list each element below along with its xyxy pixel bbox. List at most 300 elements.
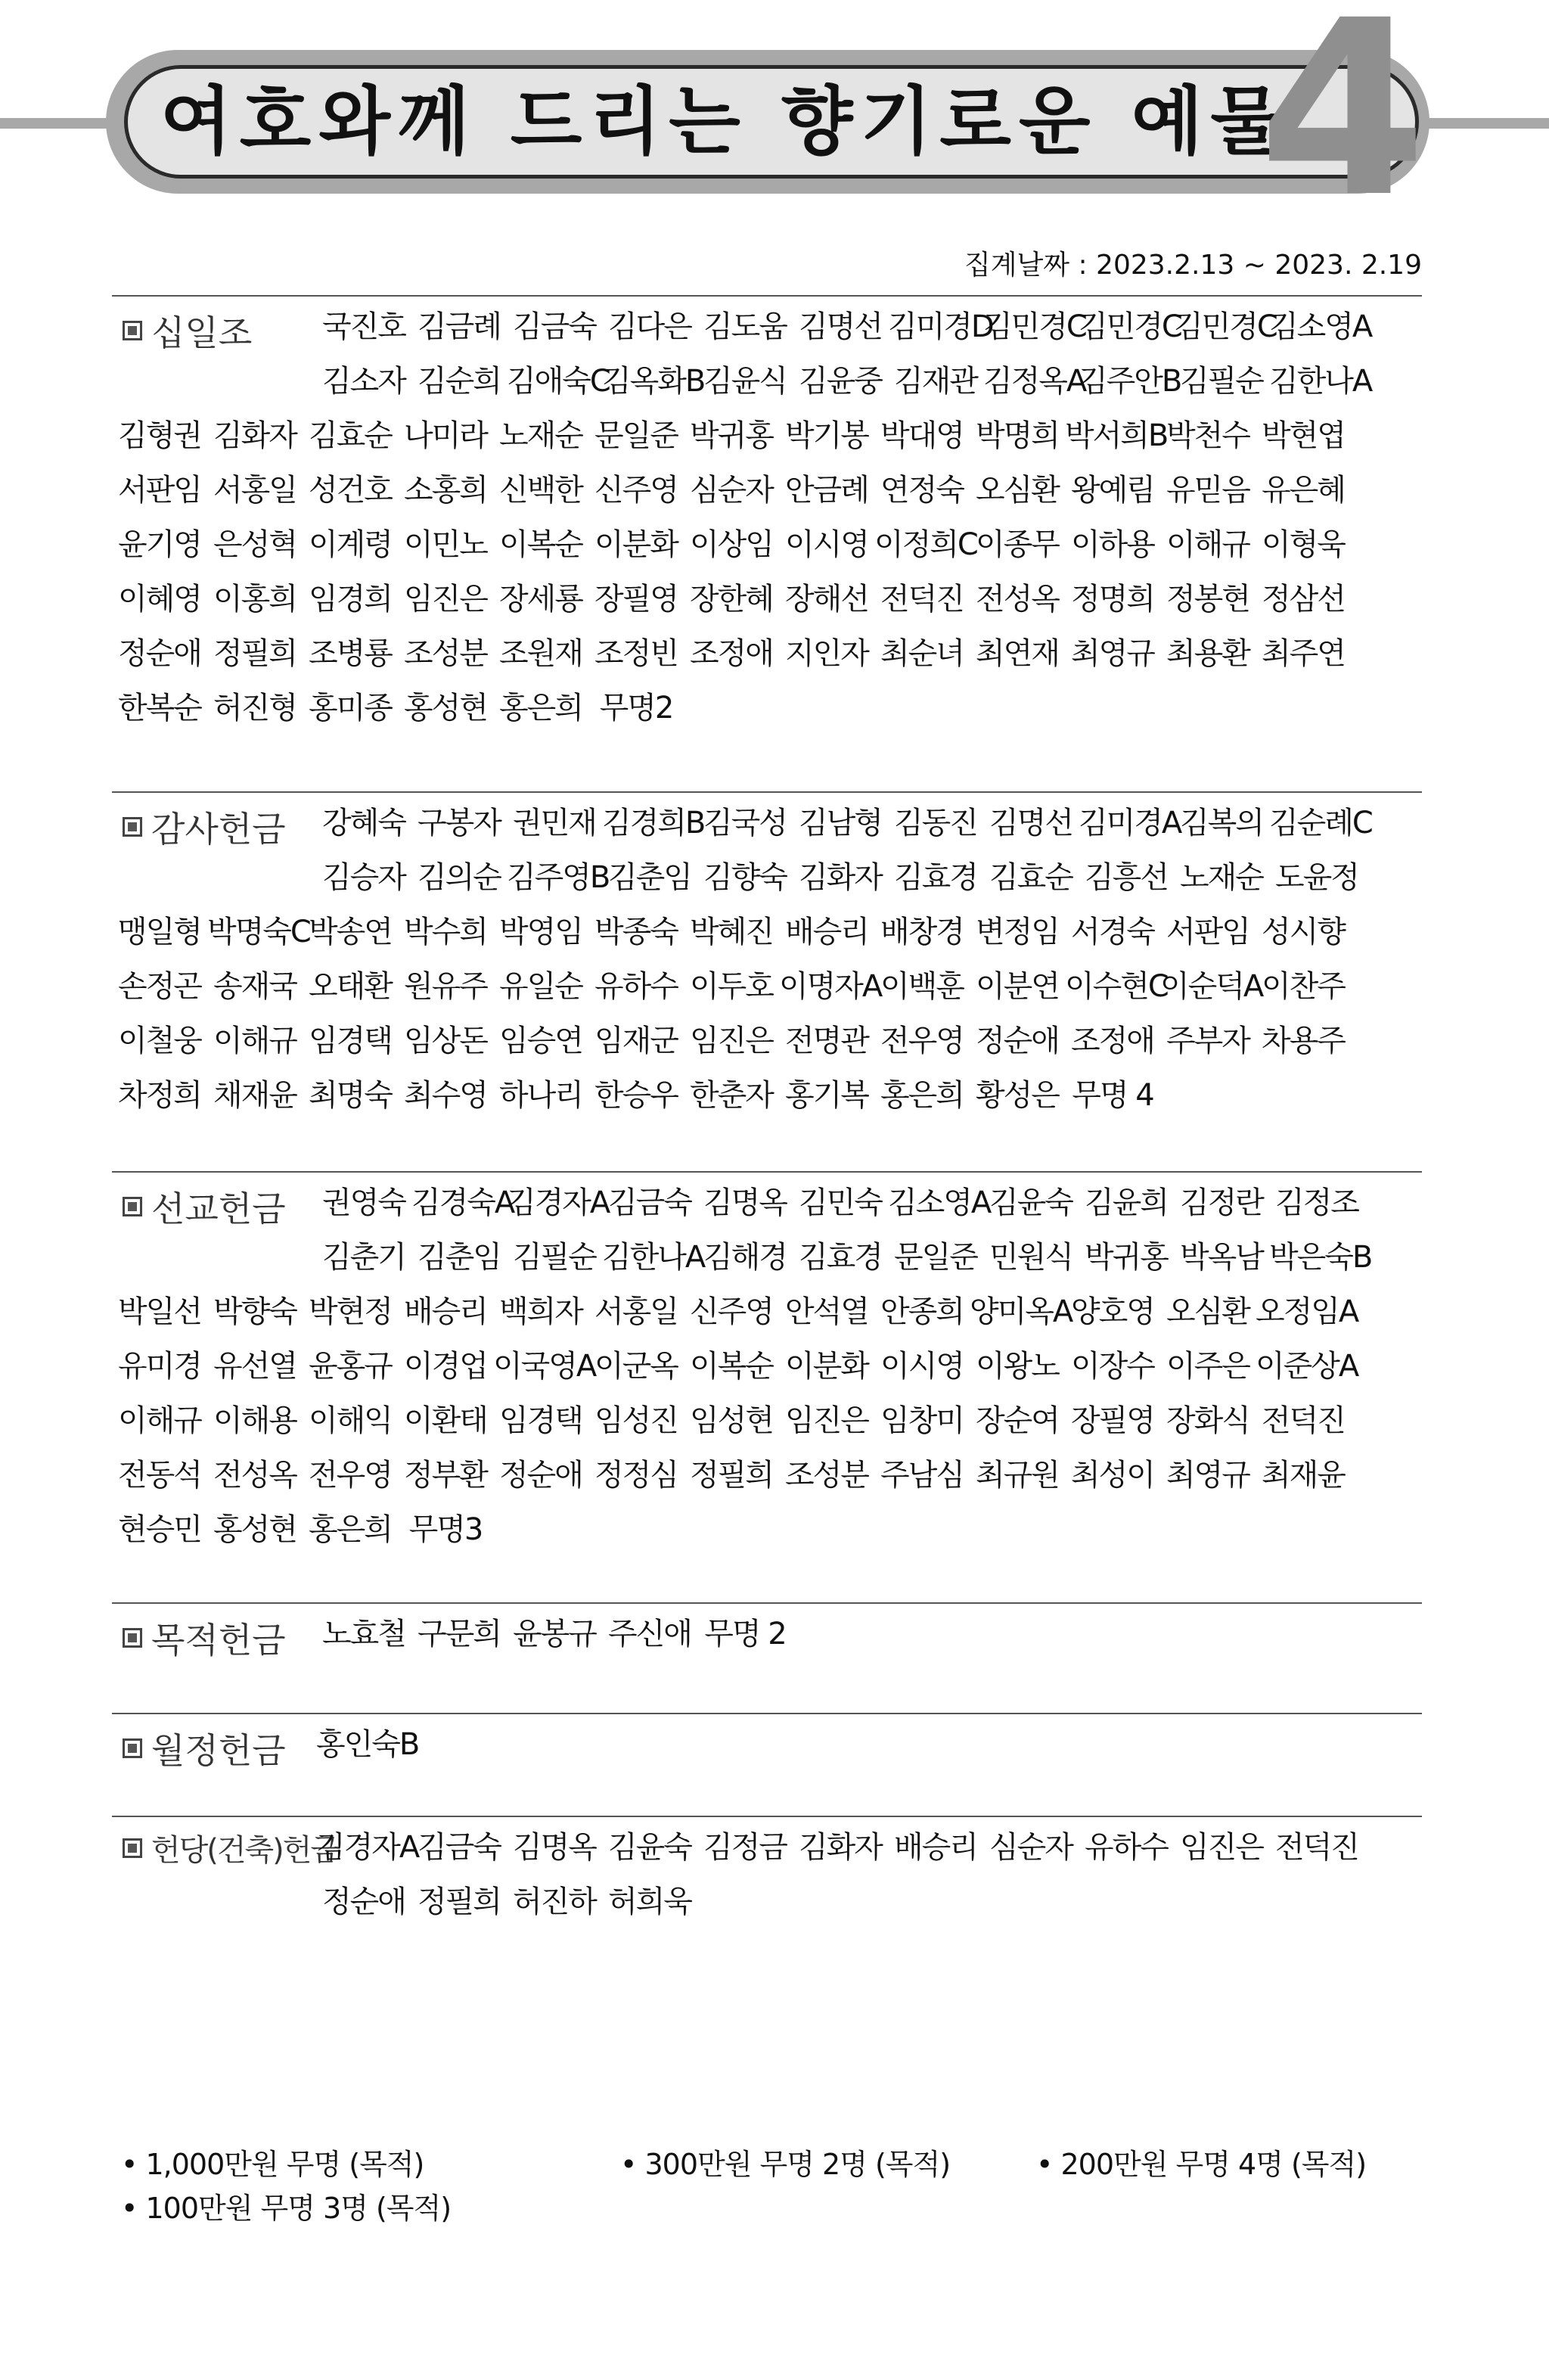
donor-name: 이장수 — [1071, 1349, 1154, 1384]
donor-name: 김경자A — [507, 1185, 610, 1220]
donor-name: 연정숙 — [880, 473, 964, 508]
donor-name: 최주연 — [1262, 636, 1345, 671]
donor-name: 무명 2 — [704, 1617, 786, 1651]
donor-name: 김경희B — [602, 806, 705, 840]
donor-name: 나미라 — [404, 418, 487, 453]
donor-name: 구봉자 — [418, 806, 501, 840]
donor-name: 정순애 — [118, 636, 201, 671]
donor-name: 김명옥 — [513, 1830, 596, 1865]
donor-name: 서경숙 — [1071, 915, 1154, 949]
donor-name: 이혜영 — [118, 582, 201, 617]
donor-name: 무명3 — [408, 1512, 483, 1547]
donor-name: 김소영A — [1269, 309, 1372, 344]
donor-name: 채재윤 — [213, 1078, 296, 1113]
donor-name: 김국성 — [703, 806, 787, 840]
donor-name: 주부자 — [1166, 1024, 1249, 1058]
donor-name: 김동진 — [894, 806, 977, 840]
donor-name: 무명2 — [599, 691, 673, 725]
donor-name: 박송연 — [309, 915, 392, 949]
section-purpose — [112, 1602, 1422, 1661]
header-left-line — [0, 118, 113, 129]
donor-name: 한승우 — [594, 1078, 678, 1113]
section-label-text: 헌당(건축)헌금 — [151, 1833, 339, 1868]
tally-date: 집계날짜 : 2023.2.13 ~ 2023. 2.19 — [964, 250, 1422, 281]
donor-name: 장화식 — [1166, 1403, 1249, 1438]
donor-name: 임승연 — [499, 1024, 582, 1058]
name-row — [316, 1875, 697, 1929]
note-item: • 300만원 무명 2명 (목적) — [620, 2148, 951, 2181]
issue-number: 4 — [1258, 0, 1427, 250]
header-right-line — [1422, 118, 1549, 129]
donor-name: 김형권 — [118, 418, 201, 453]
donor-name: 원유주 — [404, 969, 487, 1004]
donor-name: 이해규 — [213, 1024, 296, 1058]
donor-name: 정봉현 — [1166, 582, 1249, 617]
donor-name: 이분화 — [594, 527, 678, 562]
checkbox-square-icon — [123, 321, 142, 340]
donor-name: 오심환 — [1166, 1294, 1249, 1329]
donor-name: 박향숙 — [213, 1294, 296, 1329]
donor-name: 박명숙C — [207, 915, 310, 949]
donor-name: 최영규 — [1166, 1458, 1249, 1493]
section-label-text: 십일조 — [151, 312, 253, 353]
donor-name: 김향숙 — [703, 860, 787, 895]
donor-name: 정정심 — [594, 1458, 678, 1493]
donor-name: 홍성현 — [213, 1512, 296, 1547]
donor-name: 주남심 — [880, 1458, 964, 1493]
donor-name: 김정조 — [1275, 1185, 1358, 1220]
donor-name: 전명관 — [785, 1024, 868, 1058]
donor-name: 홍은희 — [499, 691, 582, 725]
donor-name: 김춘기 — [322, 1240, 405, 1275]
donor-name: 김윤중 — [799, 364, 882, 399]
donor-name: 김민경C — [983, 309, 1086, 344]
donor-name: 김금숙 — [418, 1830, 501, 1865]
section-label-text: 월정헌금 — [151, 1730, 286, 1771]
donor-name: 김춘임 — [608, 860, 691, 895]
donor-name: 김한나A — [1269, 364, 1372, 399]
donor-name: 홍성현 — [404, 691, 487, 725]
donor-name: 무명 4 — [1072, 1078, 1153, 1113]
donor-name: 이수현C — [1065, 969, 1168, 1004]
section-label — [123, 1182, 286, 1232]
donor-name: 박현정 — [309, 1294, 392, 1329]
donor-name: 박기봉 — [785, 418, 868, 453]
donor-name: 임재군 — [594, 1024, 678, 1058]
donor-name: 서판임 — [1166, 915, 1249, 949]
donor-name: 최연재 — [976, 636, 1059, 671]
donor-name: 임성현 — [690, 1403, 773, 1438]
donor-name: 임성진 — [594, 1403, 678, 1438]
donor-name: 이백훈 — [880, 969, 964, 1004]
donor-name: 김순례C — [1269, 806, 1372, 840]
section-label — [123, 802, 286, 852]
donor-name: 임상돈 — [404, 1024, 487, 1058]
section-label — [123, 1613, 286, 1663]
name-row — [112, 1448, 1351, 1502]
donor-name: 현승민 — [118, 1512, 201, 1547]
section-divider — [112, 1816, 1422, 1817]
donor-name: 김복의 — [1180, 806, 1263, 840]
donor-name: 조성분 — [404, 636, 487, 671]
donor-name: 김승자 — [322, 860, 405, 895]
name-row — [316, 850, 1364, 905]
donor-name: 김효순 — [989, 860, 1073, 895]
donor-name: 정순애 — [976, 1024, 1059, 1058]
section-label — [123, 1826, 338, 1869]
donor-name: 최명숙 — [309, 1078, 392, 1113]
donor-name: 김미경D — [888, 309, 993, 344]
donor-name: 신주영 — [690, 1294, 773, 1329]
donor-name: 김명선 — [799, 309, 882, 344]
section-building — [112, 1816, 1422, 1919]
donor-name: 박명희 — [976, 418, 1059, 453]
donor-name: 변정임 — [976, 915, 1059, 949]
donor-name: 장순여 — [976, 1403, 1059, 1438]
donor-name: 김소영A — [888, 1185, 991, 1220]
donor-name: 한춘자 — [690, 1078, 773, 1113]
donor-name: 정삼선 — [1262, 582, 1345, 617]
donor-name: 오정임A — [1256, 1294, 1358, 1329]
donor-name: 정부환 — [404, 1458, 487, 1493]
donor-name: 서홍일 — [594, 1294, 678, 1329]
donor-name: 주신애 — [608, 1617, 691, 1651]
section-tithe — [112, 295, 1422, 725]
donor-name: 박귀홍 — [1085, 1240, 1168, 1275]
donor-name: 이철웅 — [118, 1024, 201, 1058]
name-row — [112, 572, 1351, 626]
donor-name: 조원재 — [499, 636, 582, 671]
donor-name: 권영숙 — [322, 1185, 405, 1220]
donor-name: 김옥화B — [602, 364, 705, 399]
donor-name: 노재순 — [499, 418, 582, 453]
donor-name: 이준상A — [1256, 1349, 1358, 1384]
donor-name: 김춘임 — [418, 1240, 501, 1275]
donor-name: 김해경 — [703, 1240, 787, 1275]
donor-name: 문일준 — [894, 1240, 977, 1275]
donor-name: 윤기영 — [118, 527, 201, 562]
donor-name: 박대영 — [880, 418, 964, 453]
donor-name: 정필희 — [690, 1458, 773, 1493]
note-item: • 1,000만원 무명 (목적) — [121, 2148, 424, 2181]
donor-name: 안석열 — [785, 1294, 868, 1329]
donor-name: 유은혜 — [1262, 473, 1345, 508]
donor-name: 왕예림 — [1071, 473, 1154, 508]
name-row — [112, 626, 1351, 681]
donor-name: 배승리 — [785, 915, 868, 949]
donor-name: 김민경C — [1079, 309, 1181, 344]
donor-name: 장세룡 — [499, 582, 582, 617]
donor-name: 김흥선 — [1085, 860, 1168, 895]
donor-name: 강혜숙 — [322, 806, 405, 840]
donor-name: 김주영B — [507, 860, 610, 895]
name-row — [112, 1502, 493, 1557]
donor-name: 임진은 — [690, 1024, 773, 1058]
donor-name: 이분연 — [976, 969, 1059, 1004]
donor-name: 김윤숙 — [989, 1185, 1073, 1220]
section-divider — [112, 1171, 1422, 1173]
donor-name: 이하용 — [1071, 527, 1154, 562]
donor-name: 이시영 — [880, 1349, 964, 1384]
donor-name: 황성은 — [976, 1078, 1059, 1113]
donor-name: 김명선 — [989, 806, 1073, 840]
section-monthly — [112, 1713, 1422, 1771]
donor-name: 조병룡 — [309, 636, 392, 671]
donor-name: 김한나A — [602, 1240, 705, 1275]
donor-name: 이형욱 — [1262, 527, 1345, 562]
donor-name: 이민노 — [404, 527, 487, 562]
donor-name: 맹일형 — [118, 915, 201, 949]
checkbox-square-icon — [123, 1738, 142, 1758]
donor-name: 박영임 — [499, 915, 582, 949]
donor-name: 소홍희 — [404, 473, 487, 508]
donor-name: 노효철 — [322, 1617, 405, 1651]
donor-name: 유일순 — [499, 969, 582, 1004]
donor-name: 이찬주 — [1262, 969, 1345, 1004]
section-label-text: 목적헌금 — [151, 1620, 286, 1661]
donor-name: 조정빈 — [594, 636, 678, 671]
donor-name: 김의순 — [418, 860, 501, 895]
donor-name: 김경숙A — [411, 1185, 514, 1220]
section-label-text: 선교헌금 — [151, 1188, 286, 1229]
donor-name: 차용주 — [1262, 1024, 1345, 1058]
name-row — [316, 1230, 1372, 1285]
donor-name: 김금숙 — [513, 309, 596, 344]
donor-name: 허진형 — [213, 691, 296, 725]
name-row — [112, 1014, 1351, 1068]
donor-name: 이환태 — [404, 1403, 487, 1438]
donor-name: 김화자 — [799, 860, 882, 895]
donor-name: 김윤숙 — [608, 1830, 691, 1865]
donor-name: 김필순 — [513, 1240, 596, 1275]
name-row — [316, 300, 1372, 354]
donor-name: 김도움 — [703, 309, 787, 344]
donor-name: 장필영 — [1071, 1403, 1154, 1438]
name-row — [112, 409, 1351, 463]
donor-name: 유믿음 — [1166, 473, 1249, 508]
donor-name: 장한혜 — [690, 582, 773, 617]
donor-name: 최수영 — [404, 1078, 487, 1113]
donor-name: 전동석 — [118, 1458, 201, 1493]
donor-name: 이계령 — [309, 527, 392, 562]
donor-name: 김금례 — [418, 309, 501, 344]
donor-name: 김다은 — [608, 309, 691, 344]
donor-name: 박종숙 — [594, 915, 678, 949]
donor-name: 노재순 — [1180, 860, 1263, 895]
donor-name: 이상임 — [690, 527, 773, 562]
donor-name: 김민숙 — [799, 1185, 882, 1220]
donor-name: 김애숙C — [507, 364, 610, 399]
donor-name: 심순자 — [690, 473, 773, 508]
donor-name: 최영규 — [1071, 636, 1154, 671]
donor-name: 박수희 — [404, 915, 487, 949]
donor-name: 조성분 — [785, 1458, 868, 1493]
donor-name: 양호영 — [1071, 1294, 1154, 1329]
donor-name: 지인자 — [785, 636, 868, 671]
donor-name: 김정금 — [703, 1830, 787, 1865]
name-row — [112, 681, 684, 735]
donor-name: 민원식 — [989, 1240, 1073, 1275]
donor-name: 전덕진 — [1275, 1830, 1358, 1865]
donor-name: 이명자A — [779, 969, 882, 1004]
donor-name: 이두호 — [690, 969, 773, 1004]
donor-name: 전성옥 — [976, 582, 1059, 617]
donor-name: 김소자 — [322, 364, 405, 399]
note-item: • 200만원 무명 4명 (목적) — [1036, 2148, 1367, 2181]
donor-name: 백희자 — [499, 1294, 582, 1329]
donor-name: 최규원 — [976, 1458, 1059, 1493]
note-item: • 100만원 무명 3명 (목적) — [121, 2192, 452, 2225]
donor-name: 안금례 — [785, 473, 868, 508]
donor-name: 조정애 — [1071, 1024, 1154, 1058]
donor-name: 김효순 — [309, 418, 392, 453]
donor-name: 최용환 — [1166, 636, 1249, 671]
donor-name: 김금숙 — [608, 1185, 691, 1220]
donor-name: 정순애 — [322, 1884, 405, 1919]
section-label — [123, 1723, 286, 1773]
donor-name: 허진하 — [513, 1884, 596, 1919]
donor-name: 임경희 — [309, 582, 392, 617]
donor-name: 홍미종 — [309, 691, 392, 725]
donor-name: 전우영 — [309, 1458, 392, 1493]
donor-name: 박일선 — [118, 1294, 201, 1329]
donor-name: 배승리 — [404, 1294, 487, 1329]
donor-name: 이복순 — [690, 1349, 773, 1384]
donor-name: 윤봉규 — [513, 1617, 596, 1651]
donor-name: 조정애 — [690, 636, 773, 671]
donor-name: 오심환 — [976, 473, 1059, 508]
donor-name: 배승리 — [894, 1830, 977, 1865]
donor-name: 김민경C — [1174, 309, 1277, 344]
donor-name: 차정희 — [118, 1078, 201, 1113]
name-row — [316, 1820, 1364, 1875]
donor-name: 송재국 — [213, 969, 296, 1004]
section-divider — [112, 1713, 1422, 1714]
checkbox-square-icon — [123, 817, 142, 837]
donor-name: 오태환 — [309, 969, 392, 1004]
donor-name: 김정옥A — [983, 364, 1086, 399]
donor-name: 박현엽 — [1262, 418, 1345, 453]
donor-name: 이종무 — [976, 527, 1059, 562]
name-row — [112, 1394, 1351, 1448]
donor-name: 윤홍규 — [309, 1349, 392, 1384]
donor-name: 손정곤 — [118, 969, 201, 1004]
donor-name: 홍은희 — [880, 1078, 964, 1113]
donor-name: 이순덕A — [1160, 969, 1263, 1004]
donor-name: 이시영 — [785, 527, 868, 562]
donor-name: 김윤희 — [1085, 1185, 1168, 1220]
donor-name: 정필희 — [418, 1884, 501, 1919]
donor-name: 김윤식 — [703, 364, 787, 399]
name-row — [112, 517, 1351, 572]
donor-name: 이해규 — [118, 1403, 201, 1438]
donor-name: 김효경 — [799, 1240, 882, 1275]
donor-name: 이해용 — [213, 1403, 296, 1438]
donor-name: 안종희 — [880, 1294, 964, 1329]
donor-name: 정순애 — [499, 1458, 582, 1493]
donor-name: 김필순 — [1180, 364, 1263, 399]
donor-name: 장해선 — [785, 582, 868, 617]
donor-name: 박천수 — [1166, 418, 1249, 453]
donor-name: 김주안B — [1079, 364, 1181, 399]
donor-name: 정명희 — [1071, 582, 1154, 617]
donor-name: 심순자 — [989, 1830, 1073, 1865]
donor-name: 권민재 — [513, 806, 596, 840]
donor-name: 박옥남 — [1180, 1240, 1263, 1275]
donor-name: 김화자 — [213, 418, 296, 453]
donor-name: 하나리 — [499, 1078, 582, 1113]
donor-name: 전성옥 — [213, 1458, 296, 1493]
donor-name: 이군옥 — [594, 1349, 678, 1384]
donor-name: 임진은 — [1180, 1830, 1263, 1865]
name-row — [316, 1176, 1364, 1230]
donor-name: 은성혁 — [213, 527, 296, 562]
section-thanks — [112, 791, 1422, 1113]
donor-name: 이해규 — [1166, 527, 1249, 562]
name-row — [316, 354, 1372, 409]
donor-name: 박혜진 — [690, 915, 773, 949]
name-row — [316, 1607, 793, 1661]
name-row — [316, 796, 1372, 850]
donor-name: 김화자 — [799, 1830, 882, 1865]
donor-name: 유하수 — [1085, 1830, 1168, 1865]
checkbox-square-icon — [123, 1197, 142, 1216]
name-row — [112, 1285, 1358, 1339]
donor-name: 임경택 — [499, 1403, 582, 1438]
donor-name: 홍기복 — [785, 1078, 868, 1113]
donor-name: 이해익 — [309, 1403, 392, 1438]
donor-name: 유선열 — [213, 1349, 296, 1384]
section-label-text: 감사헌금 — [151, 809, 286, 850]
donor-name: 최순녀 — [880, 636, 964, 671]
donor-name: 임진은 — [785, 1403, 868, 1438]
name-row — [112, 463, 1351, 517]
donor-name: 이정희C — [874, 527, 977, 562]
donor-name: 김정란 — [1180, 1185, 1263, 1220]
name-row — [112, 959, 1351, 1014]
donor-name: 서판임 — [118, 473, 201, 508]
name-row — [316, 1717, 419, 1772]
donor-name: 성시향 — [1262, 915, 1345, 949]
donor-name: 도윤정 — [1275, 860, 1358, 895]
name-row — [112, 905, 1351, 959]
donor-name: 허희욱 — [608, 1884, 691, 1919]
donor-name: 신백한 — [499, 473, 582, 508]
donor-name: 유미경 — [118, 1349, 201, 1384]
donor-name: 문일준 — [594, 418, 678, 453]
donor-name: 전우영 — [880, 1024, 964, 1058]
donor-name: 홍인숙B — [316, 1727, 419, 1762]
donor-name: 전덕진 — [1262, 1403, 1345, 1438]
name-row — [112, 1068, 1160, 1123]
donor-name: 이주은 — [1166, 1349, 1249, 1384]
donor-name: 장필영 — [594, 582, 678, 617]
donor-name: 전덕진 — [880, 582, 964, 617]
donor-name: 한복순 — [118, 691, 201, 725]
section-mission — [112, 1171, 1422, 1547]
donor-name: 홍은희 — [309, 1512, 392, 1547]
donor-name: 김명옥 — [703, 1185, 787, 1220]
donor-name: 이국영A — [493, 1349, 596, 1384]
donor-name: 임경택 — [309, 1024, 392, 1058]
donor-name: 김순희 — [418, 364, 501, 399]
donor-name: 박서희B — [1065, 418, 1168, 453]
donor-name: 구문희 — [418, 1617, 501, 1651]
donor-name: 이홍희 — [213, 582, 296, 617]
donor-name: 유하수 — [594, 969, 678, 1004]
donor-name: 박귀홍 — [690, 418, 773, 453]
donor-name: 박은숙B — [1269, 1240, 1372, 1275]
